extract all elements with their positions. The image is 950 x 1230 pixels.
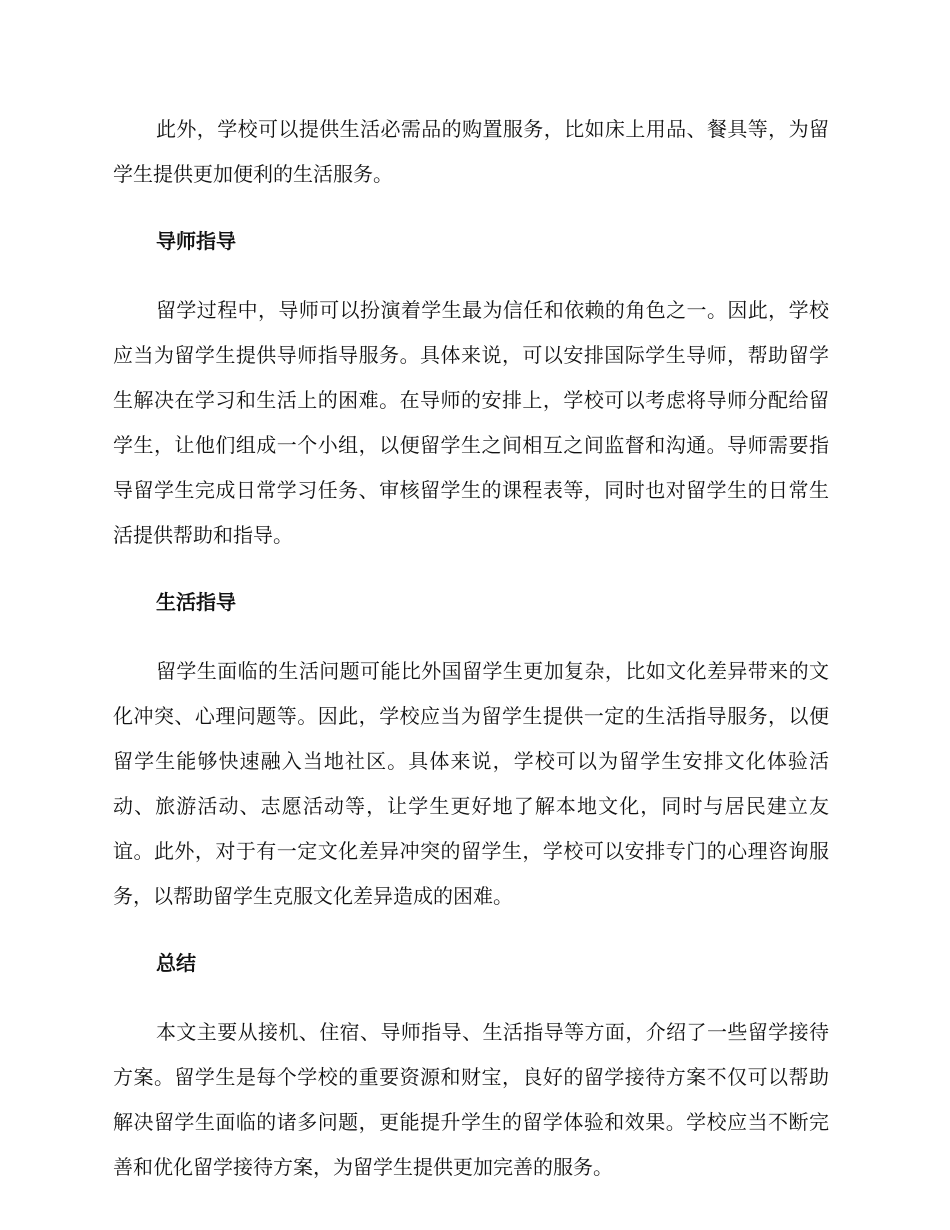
paragraph-life-guidance: 留学生面临的生活问题可能比外国留学生更加复杂，比如文化差异带来的文化冲突、心理问题等。因此，学校应当为留学生提供一定的生活指导服务，以便留学生能够快速融入当地社区。具体来说，学校可以为留学生安排文化体验活动、旅游活动、志愿活动等，让学生更好地了解本地文化，同时与居民建立友谊。此外，对于有一定文化差异冲突的留学生，学校可以安排专门的心理咨询服务，以帮助留学生克服文化差异造成的困难。 bbox=[113, 659, 829, 908]
heading-life-guidance: 生活指导 bbox=[156, 590, 236, 614]
heading-summary: 总结 bbox=[156, 951, 196, 975]
heading-mentor-guidance: 导师指导 bbox=[156, 229, 236, 253]
paragraph-living-supplies: 此外，学校可以提供生活必需品的购置服务，比如床上用品、餐具等，为留学生提供更加便利的生活服务。 bbox=[113, 117, 829, 186]
paragraph-mentor-guidance: 留学过程中，导师可以扮演着学生最为信任和依赖的角色之一。因此，学校应当为留学生提供导师指导服务。具体来说，可以安排国际学生导师，帮助留学生解决在学习和生活上的困难。在导师的安排上，学校可以考虑将导师分配给留学生，让他们组成一个小组，以便留学生之间相互之间监督和沟通。导师需要指导留学生完成日常学习任务、审核留学生的课程表等，同时也对留学生的日常生活提供帮助和指导。 bbox=[113, 298, 829, 547]
paragraph-summary: 本文主要从接机、住宿、导师指导、生活指导等方面，介绍了一些留学接待方案。留学生是每个学校的重要资源和财宝，良好的留学接待方案不仅可以帮助解决留学生面临的诸多问题，更能提升学生的留学体验和效果。学校应当不断完善和优化留学接待方案，为留学生提供更加完善的服务。 bbox=[113, 1020, 829, 1179]
document-page bbox=[113, 107, 829, 1190]
